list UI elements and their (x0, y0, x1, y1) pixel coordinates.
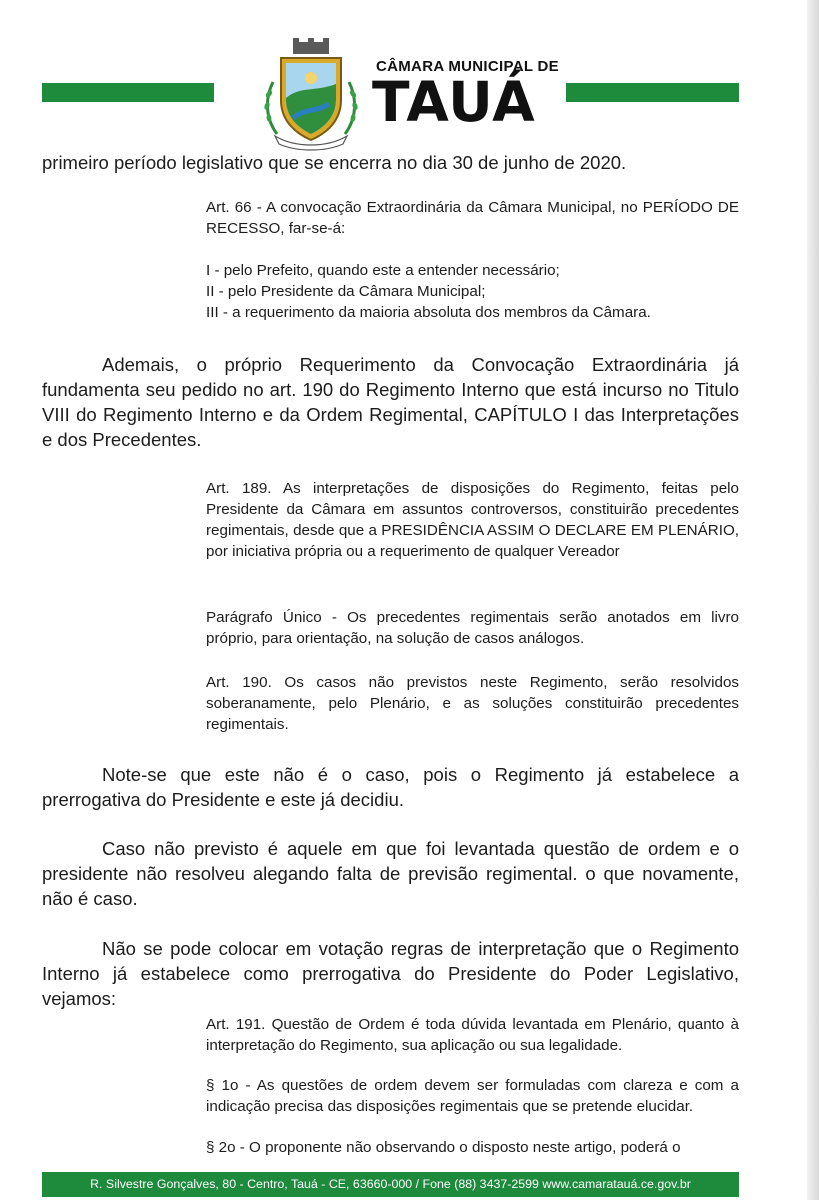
brand-subtitle: CÂMARA MUNICIPAL DE (376, 58, 559, 75)
header-bar-right (566, 83, 739, 102)
footer-address-bar: R. Silvestre Gonçalves, 80 - Centro, Tauá - CE, 63660-000 / Fone (88) 3437-2599 www.camaratauá.ce.gov.br (42, 1172, 739, 1197)
paragraph-nao: Não se pode colocar em votação regras de interpretação que o Regimento Interno já estabelece como prerrogativa do Presidente do Poder Legislativo, vejamos: (42, 938, 739, 1009)
header-bar-left (42, 83, 214, 102)
paragraph-note: Note-se que este não é o caso, pois o Regimento já estabelece a prerrogativa do Presidente e este já decidiu. (42, 764, 739, 810)
art66-item: I - pelo Prefeito, quando este a entender necessário; (206, 262, 560, 279)
page-edge-shadow (807, 0, 819, 1200)
art66-item: III - a requerimento da maioria absoluta dos membros da Câmara. (206, 304, 651, 321)
paragraph-ademais: Ademais, o próprio Requerimento da Convocação Extraordinária já fundamenta seu pedido no art. 190 do Regimento Interno que está incurso no Titulo VIII do Regimento Interno e da Ordem Regimental, CAPÍTULO I das Interpretações e dos Precedentes. (42, 354, 739, 450)
brand-title: TAUÁ (372, 70, 536, 134)
quote-art66 (206, 197, 739, 323)
intro-paragraph: primeiro período legislativo que se encerra no dia 30 de junho de 2020. (42, 152, 627, 173)
quote-art190: Art. 190. Os casos não previstos neste Regimento, serão resolvidos soberanamente, pelo Plenário, e as soluções constituirão precedentes regimentais. (206, 674, 739, 733)
municipal-crest-icon (255, 38, 367, 152)
quote-art191: Art. 191. Questão de Ordem é toda dúvida levantada em Plenário, quanto à interpretação do Regimento, sua aplicação ou sua legalidade. (206, 1016, 739, 1054)
quote-par2: § 2o - O proponente não observando o disposto neste artigo, poderá o (206, 1139, 681, 1156)
quote-paragrafo-unico: Parágrafo Único - Os precedentes regimentais serão anotados em livro próprio, para orientação, na solução de casos análogos. (206, 609, 739, 647)
letterhead (0, 0, 819, 150)
quote-par1: § 1o - As questões de ordem devem ser formuladas com clareza e com a indicação precisa das disposições regimentais que se pretende elucidar. (206, 1077, 739, 1115)
art66-title: Art. 66 - A convocação Extraordinária da Câmara Municipal, no PERÍODO DE RECESSO, far-se-á: (206, 199, 739, 237)
paragraph-caso: Caso não previsto é aquele em que foi levantada questão de ordem e o presidente não resolveu alegando falta de previsão regimental. o que novamente, não é caso. (42, 838, 739, 909)
quote-art189: Art. 189. As interpretações de disposições do Regimento, feitas pelo Presidente da Câmara em assuntos controversos, constituirão precedentes regimentais, desde que a PRESIDÊNCIA ASSIM O DECLARE EM PLENÁRIO, por iniciativa própria ou a requerimento de qualquer Vereador (206, 480, 739, 560)
art66-item: II - pelo Presidente da Câmara Municipal; (206, 283, 486, 300)
